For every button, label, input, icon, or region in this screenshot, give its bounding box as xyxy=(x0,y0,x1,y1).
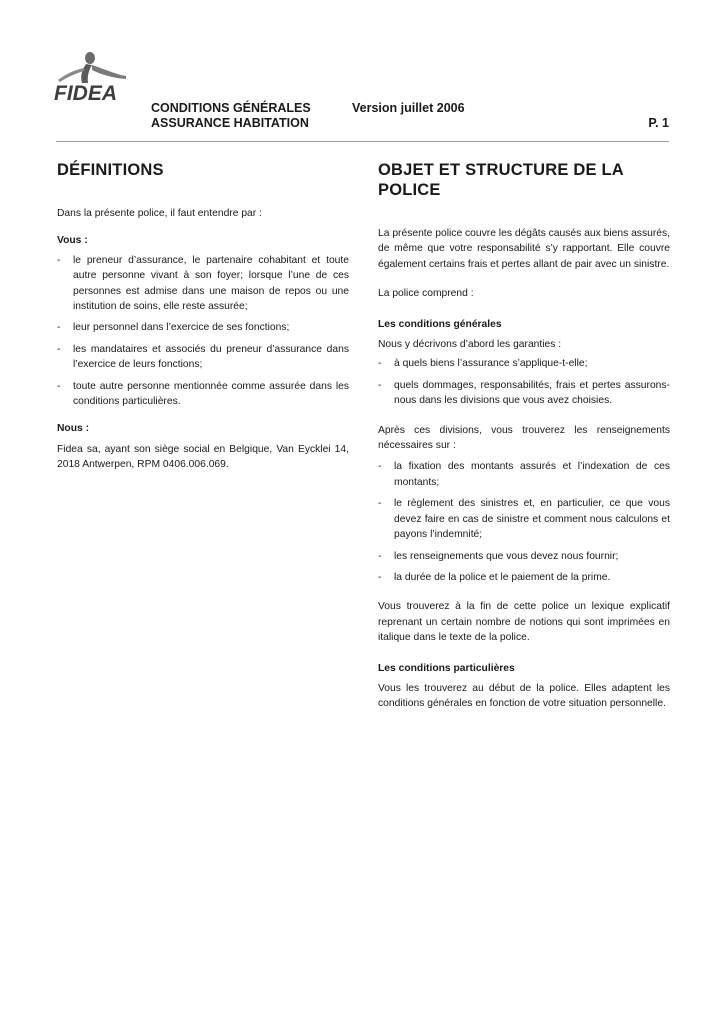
document-title xyxy=(151,101,311,131)
list-item: - toute autre personne mentionnée comme assurée dans les conditions particulières. xyxy=(57,379,349,410)
list-item: - la fixation des montants assurés et l’indexation de ces montants; xyxy=(378,459,670,490)
garanties-list xyxy=(378,356,670,408)
objet-paragraph-1: La présente police couvre les dégâts causés aux biens assurés, de même que votre responsabilité s’y rapportant. Elle couvre également certains frais et pertes allant de pair avec un sinistre. xyxy=(378,228,670,270)
definitions-intro: Dans la présente police, il faut entendre par : xyxy=(57,208,262,219)
objet-paragraph-4: Vous trouverez à la fin de cette police un lexique explicatif reprenant un certain nombre de notions qui sont imprimées en italique dans le texte de la police. xyxy=(378,601,670,644)
logo-wordmark: FIDEA xyxy=(54,82,117,105)
list-item: - les renseignements que vous devez nous fournir; xyxy=(378,549,670,564)
list-item: - le règlement des sinistres et, en particulier, ce que vous devez faire en cas de sinistre et comment nous calculons et payons l’indemnité; xyxy=(378,496,670,542)
header-divider xyxy=(56,141,669,142)
list-item: - à quels biens l’assurance s’applique-t-elle; xyxy=(378,356,670,371)
definitions-column xyxy=(57,160,349,473)
conditions-particulieres-label: Les conditions particulières xyxy=(378,662,515,674)
nous-label: Nous : xyxy=(57,423,90,435)
list-item: - les mandataires et associés du preneur d’assurance dans l’exercice de leurs fonctions; xyxy=(57,342,349,373)
fidea-logo xyxy=(52,50,132,106)
list-item: - leur personnel dans l’exercice de ses fonctions; xyxy=(57,320,349,335)
objet-paragraph-3: Après ces divisions, vous trouverez les renseignements nécessaires sur : xyxy=(378,424,670,452)
definitions-heading: DÉFINITIONS xyxy=(57,161,164,179)
title-line-2: ASSURANCE HABITATION xyxy=(151,116,309,130)
page-number: P. 1 xyxy=(648,116,669,130)
version-label: Version juillet 2006 xyxy=(352,101,465,115)
renseignements-list xyxy=(378,459,670,585)
objet-heading: OBJET ET STRUCTURE DE LA POLICE xyxy=(378,161,624,199)
vous-label: Vous : xyxy=(57,235,88,247)
title-line-1: CONDITIONS GÉNÉRALES xyxy=(151,101,311,115)
nous-text: Fidea sa, ayant son siège social en Belgique, Van Eycklei 14, 2018 Antwerpen, RPM 0406.006.069. xyxy=(57,443,349,471)
logo-figure-icon xyxy=(52,50,132,86)
list-item: - la durée de la police et le paiement de la prime. xyxy=(378,570,670,585)
conditions-particulieres-text: Vous les trouverez au début de la police. Elles adaptent les conditions générales en fonction de votre situation personnelle. xyxy=(378,682,670,710)
list-item: - le preneur d’assurance, le partenaire cohabitant et toute autre personne vivant à son foyer; lorsque l’une de ces personnes est admise dans une maison de repos ou une institution de soins, elle reste assurée; xyxy=(57,253,349,315)
conditions-generales-intro: Nous y décrivons d’abord les garanties : xyxy=(378,339,562,351)
vous-list xyxy=(57,253,349,410)
objet-column xyxy=(378,160,670,712)
objet-paragraph-2: La police comprend : xyxy=(378,288,474,300)
list-item: - quels dommages, responsabilités, frais et pertes assurons-nous dans les divisions que vous avez choisies. xyxy=(378,378,670,409)
conditions-generales-label: Les conditions générales xyxy=(378,318,502,330)
